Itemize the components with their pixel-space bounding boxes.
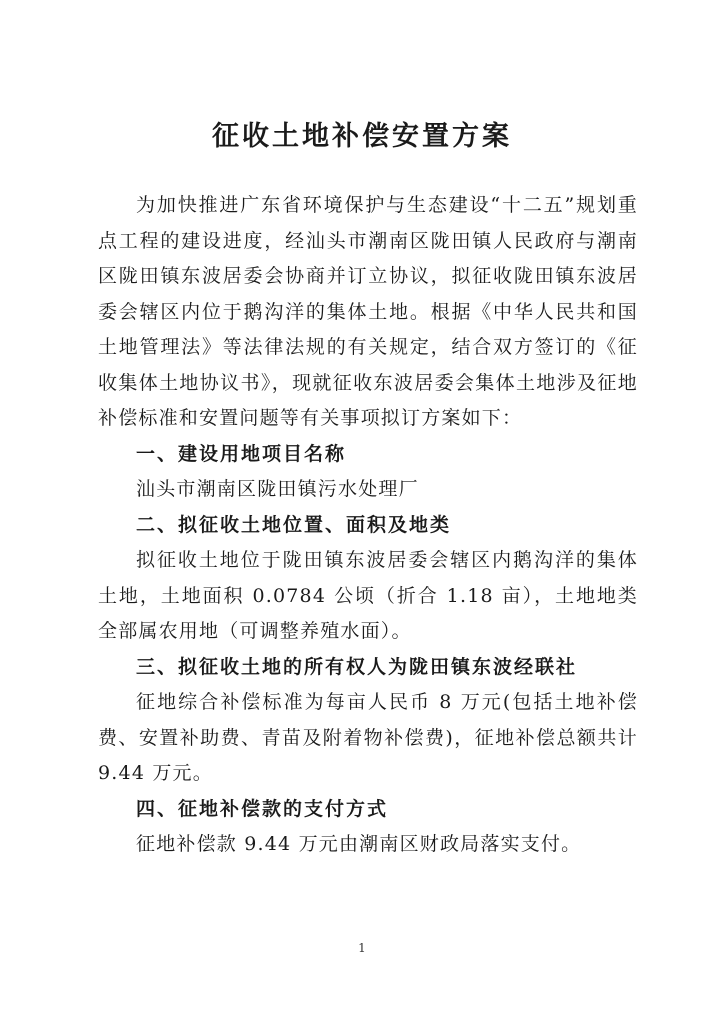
document-title: 征收土地补偿安置方案	[212, 121, 512, 152]
section-text-3: 征地综合补偿标准为每亩人民币 8 万元(包括土地补偿费、安置补助费、青苗及附着物补偿费)，征地补偿总额共计 9.44 万元。	[98, 691, 638, 784]
section-heading-4: 四、征地补偿款的支付方式	[136, 797, 389, 820]
intro-paragraph: 为加快推进广东省环境保护与生态建设“十二五”规划重点工程的建设进度，经汕头市潮南区陇田镇人民政府与潮南区陇田镇东波居委会协商并订立协议，拟征收陇田镇东波居委会辖区内位于鹅沟洋的集体土地。根据《中华人民共和国土地管理法》等法律法规的有关规定，结合双方签订的《征收集体土地协议书》，现就征收东波居委会集体土地涉及征地补偿标准和安置问题等有关事项拟订方案如下：	[98, 194, 638, 429]
section-text-1: 汕头市潮南区陇田镇污水处理厂	[136, 478, 419, 500]
page-number: 1	[358, 941, 366, 955]
section-text-2: 拟征收土地位于陇田镇东波居委会辖区内鹅沟洋的集体土地，土地面积 0.0784 公顷（折合 1.18 亩），土地地类全部属农用地（可调整养殖水面）。	[98, 549, 638, 642]
section-text-4: 征地补偿款 9.44 万元由潮南区财政局落实支付。	[136, 833, 582, 855]
section-heading-2: 二、拟征收土地位置、面积及地类	[136, 513, 452, 536]
section-heading-3: 三、拟征收土地的所有权人为陇田镇东波经联社	[136, 655, 578, 678]
section-heading-1: 一、建设用地项目名称	[136, 442, 347, 465]
document-body	[98, 188, 638, 863]
